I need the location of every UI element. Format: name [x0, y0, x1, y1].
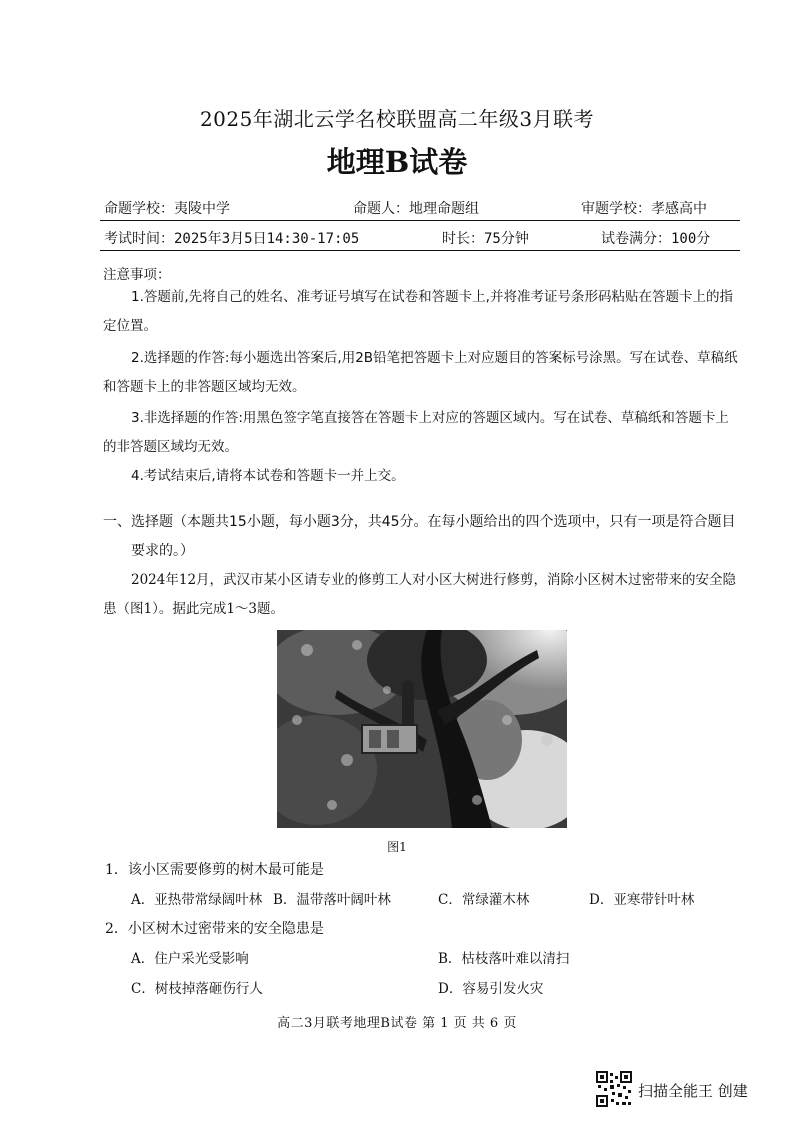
notice-heading: 注意事项：	[103, 267, 171, 283]
school-label: 命题学校：夷陵中学	[104, 201, 230, 217]
question-1-stem: 1．该小区需要修剪的树木最可能是	[105, 862, 324, 878]
watermark-text: 扫描全能王 创建	[638, 1082, 748, 1100]
section-heading-text: 一、选择题（本题共15小题，每小题3分，共45分。在每小题给出的四个选项中，只有一项是符合题目要求的。）	[103, 514, 736, 559]
exam-time-label: 考试时间：2025年3月5日14:30-17:05	[104, 231, 360, 247]
question-1-option-a: A．亚热带常绿阔叶林	[131, 892, 263, 908]
question-1-option-c: C．常绿灌木林	[438, 892, 530, 908]
notice-item-1: 1.答题前,先将自己的姓名、准考证号填写在试卷和答题卡上,并将准考证号条形码粘贴在答题卡上的指定位置。	[103, 289, 733, 334]
question-2-option-b: B．枯枝落叶难以清扫	[438, 951, 570, 967]
duration-label: 时长：75分钟	[442, 231, 529, 247]
notice-item-3: 3.非选择题的作答:用黑色签字笔直接答在答题卡上对应的答题区域内。写在试卷、草稿纸和答题卡上的非答题区域均无效。	[103, 410, 729, 455]
notice-item-2: 2.选择题的作答:每小题选出答案后,用2B铅笔把答题卡上对应题目的答案标号涂黑。写在试卷、草稿纸和答题卡上的非答题区域均无效。	[103, 350, 738, 395]
notice-item-4: 4.考试结束后,请将本试卷和答题卡一并上交。	[131, 468, 405, 484]
question-intro: 2024年12月，武汉市某小区请专业的修剪工人对小区大树进行修剪，消除小区树木过密带来的安全隐患（图1）。据此完成1～3题。	[103, 572, 737, 617]
page-footer: 高二3月联考地理B试卷 第 1 页 共 6 页	[277, 1016, 517, 1031]
author-label: 命题人：地理命题组	[353, 201, 479, 217]
figure-1-photo	[277, 630, 567, 828]
question-2-option-c: C．树枝掉落砸伤行人	[131, 981, 263, 997]
qr-code-icon	[596, 1071, 632, 1107]
header-rule-top	[100, 220, 740, 221]
score-label: 试卷满分：100分	[601, 231, 711, 247]
figure-1-caption: 图1	[387, 840, 407, 854]
question-2-stem: 2．小区树木过密带来的安全隐患是	[105, 921, 324, 937]
question-1-option-b: B．温带落叶阔叶林	[273, 892, 391, 908]
header-rule-bottom	[100, 250, 740, 251]
question-2-option-d: D．容易引发火灾	[438, 981, 544, 997]
question-2-option-a: A．住户采光受影响	[131, 951, 249, 967]
exam-title: 2025年湖北云学名校联盟高二年级3月联考	[199, 107, 595, 131]
question-1-option-d: D．亚寒带针叶林	[589, 892, 695, 908]
section-heading	[103, 508, 739, 566]
reviewer-label: 审题学校：孝感高中	[581, 201, 707, 217]
paper-title: 地理B试卷	[326, 145, 468, 179]
